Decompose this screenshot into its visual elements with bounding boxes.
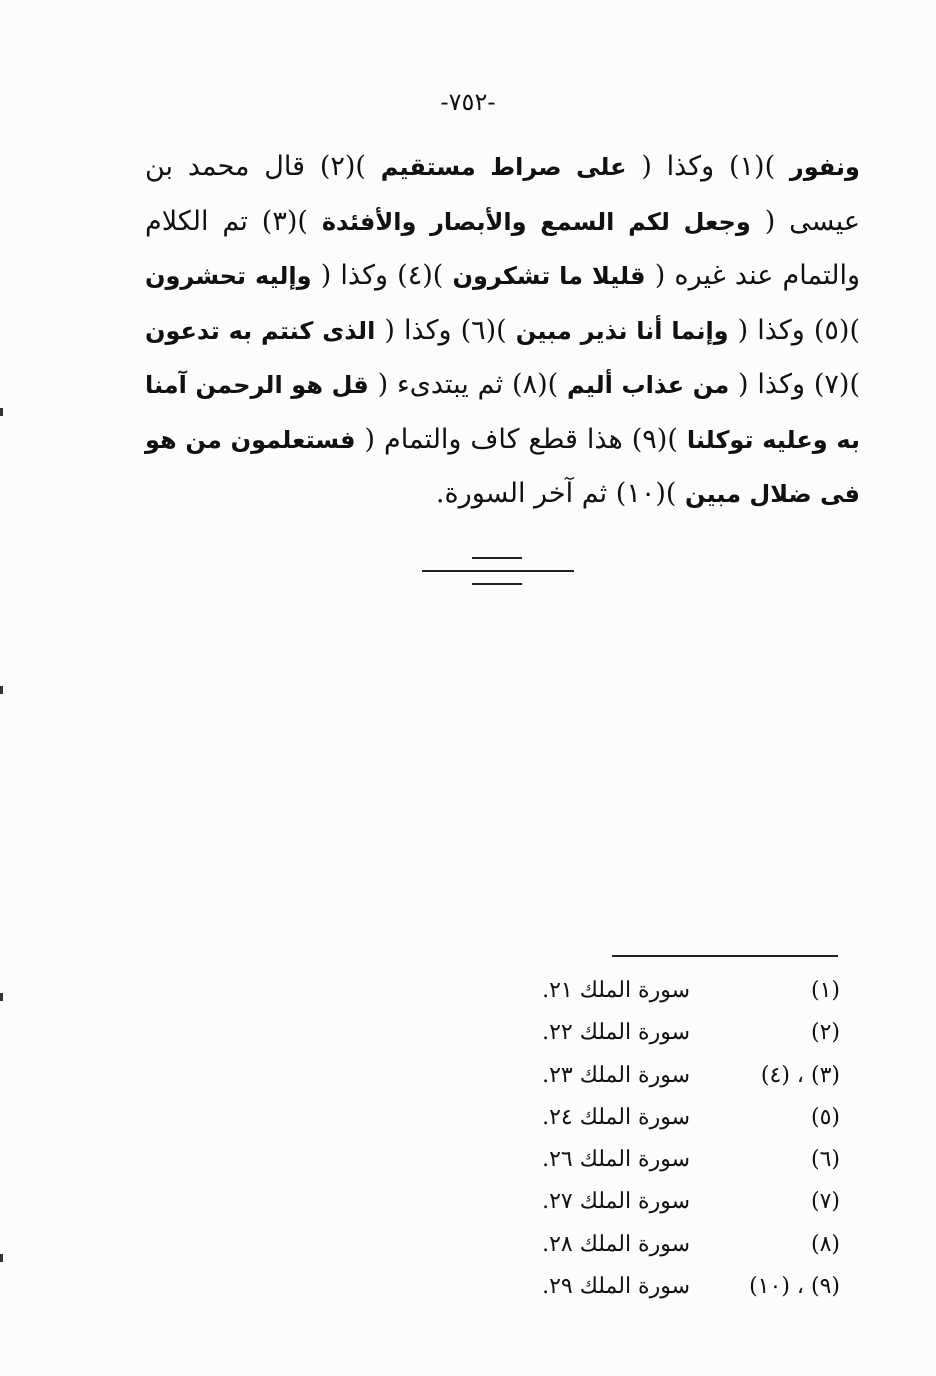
footnote-reference: سورة الملك ٢٢.: [542, 1020, 690, 1046]
commentary-text: )(٨) ثم يبتدىء (: [377, 369, 559, 400]
footnote-reference: سورة الملك ٢٨.: [542, 1231, 690, 1257]
commentary-text: )(٤) وكذا (: [320, 260, 444, 291]
footnote-reference: سورة الملك ٢٧.: [542, 1189, 690, 1215]
footnotes-list: [500, 972, 840, 1310]
section-divider-bottom: [472, 583, 522, 585]
body-paragraph: [145, 140, 860, 522]
footnote-item: [500, 1268, 840, 1310]
commentary-text: )(٧) وكذا (: [738, 369, 860, 400]
footnote-item: [500, 1183, 840, 1225]
footnote-separator: [612, 955, 838, 957]
quran-quote: الذى كنتم به تدعون: [145, 316, 376, 345]
quran-quote: فستعلمون من هو فى ضلال مبين: [145, 425, 860, 508]
commentary-text: )(٥) وكذا (: [737, 314, 860, 346]
footnote-item: [500, 1141, 840, 1183]
quran-quote: وإليه تحشرون: [145, 262, 312, 290]
footnote-reference: سورة الملك ٢٩.: [542, 1274, 690, 1300]
footnote-reference: سورة الملك ٢١.: [542, 978, 690, 1003]
quran-quote: على صراط مستقيم: [380, 153, 627, 181]
footnote-number: (٣) ، (٤): [760, 1062, 840, 1088]
section-divider-middle: [422, 570, 574, 572]
footnote-number: (٥): [810, 1104, 840, 1130]
footnote-reference: سورة الملك ٢٦.: [542, 1147, 690, 1173]
footnote-number: (٢): [810, 1020, 840, 1046]
page-number: -٧٥٢-: [440, 88, 496, 116]
footnote-number: (٩) ، (١٠): [749, 1274, 840, 1300]
quran-quote: قليلا ما تشكرون: [452, 262, 646, 290]
scan-edge-mark: [0, 686, 3, 694]
quran-quote: وإنما أنا نذير مبين: [515, 316, 729, 345]
commentary-text: )(١) وكذا (: [641, 151, 776, 182]
scan-edge-mark: [0, 1254, 3, 1262]
footnote-item: [500, 1099, 840, 1141]
footnote-item: [500, 1057, 840, 1099]
footnote-number: (٦): [810, 1147, 840, 1173]
footnote-item: [500, 972, 840, 1014]
footnote-number: (٧): [810, 1189, 840, 1215]
commentary-text: )(٩) هذا قطع كاف والتمام (: [364, 423, 678, 455]
quran-quote: من عذاب أليم: [567, 371, 730, 399]
section-divider-top: [472, 557, 522, 559]
footnote-item: [500, 1014, 840, 1056]
scan-edge-mark: [0, 993, 3, 1001]
quran-quote: قل هو الرحمن آمنا به وعليه توكلنا: [145, 371, 860, 454]
scan-edge-mark: [0, 408, 3, 416]
footnote-item: [500, 1226, 840, 1268]
quran-quote: وجعل لكم السمع والأبصار والأفئدة: [321, 207, 751, 236]
commentary-text: )(٦) وكذا (: [384, 314, 507, 346]
commentary-text: )(٢) قال محمد بن عيسى (: [145, 151, 860, 237]
footnote-reference: سورة الملك ٢٣.: [542, 1062, 690, 1088]
commentary-text: )(١٠) ثم آخر السورة.: [435, 478, 677, 509]
footnote-number: (٨): [810, 1231, 840, 1257]
quran-quote: ونفور: [789, 153, 860, 181]
footnote-reference: سورة الملك ٢٤.: [542, 1104, 690, 1130]
footnote-number: (١): [810, 978, 840, 1003]
commentary-text: )(٣) تم الكلام والتمام عند غيره (: [145, 205, 860, 291]
